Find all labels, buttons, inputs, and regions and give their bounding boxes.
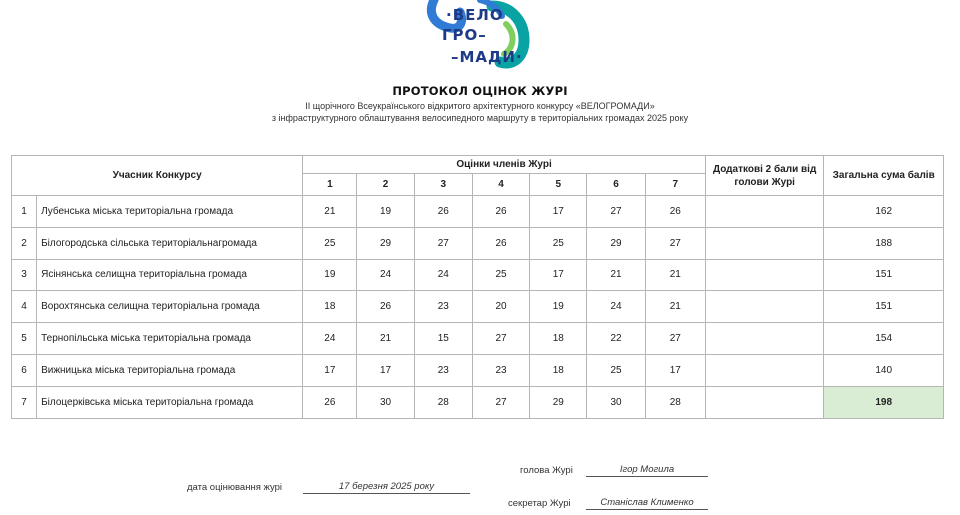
row-number: 3 — [12, 259, 37, 291]
secretary-signature-field: Станіслав Клименко — [586, 496, 708, 510]
member-score: 24 — [414, 259, 472, 291]
member-score: 21 — [303, 196, 357, 228]
member-number-header: 5 — [530, 174, 587, 196]
member-score: 24 — [357, 259, 414, 291]
table-row — [12, 354, 944, 386]
logo-text-line1: ·ВЕЛО — [446, 6, 504, 24]
member-score: 26 — [414, 196, 472, 228]
extra-points — [705, 196, 824, 228]
member-score: 29 — [357, 227, 414, 259]
total-score: 198 — [824, 386, 944, 418]
chair-label: голова Журі — [520, 465, 573, 476]
member-score: 18 — [303, 291, 357, 323]
member-score: 23 — [414, 291, 472, 323]
row-number: 5 — [12, 323, 37, 355]
member-score: 28 — [645, 386, 705, 418]
total-score: 151 — [824, 291, 944, 323]
date-label: дата оцінювання журі — [187, 482, 282, 493]
member-number-header: 3 — [414, 174, 472, 196]
table-row — [12, 291, 944, 323]
member-score: 18 — [530, 323, 587, 355]
member-score: 17 — [303, 354, 357, 386]
row-number: 1 — [12, 196, 37, 228]
member-score: 26 — [472, 227, 529, 259]
document-subtitle-line1: ІІ щорічного Всеукраїнського відкритого архітектурного конкурсу «ВЕЛОГРОМАДИ» — [305, 101, 655, 111]
member-score: 23 — [414, 354, 472, 386]
jury-members-header: Оцінки членів Журі — [303, 156, 706, 174]
member-score: 26 — [472, 196, 529, 228]
logo-text-line3: –МАДИ· — [451, 48, 523, 66]
velohromady-logo — [420, 0, 540, 78]
total-score: 188 — [824, 227, 944, 259]
member-score: 30 — [587, 386, 645, 418]
member-number-header: 6 — [587, 174, 645, 196]
member-score: 28 — [414, 386, 472, 418]
extra-points-header: Додаткові 2 бали від голови Журі — [705, 156, 824, 196]
extra-points — [705, 386, 824, 418]
member-score: 19 — [357, 196, 414, 228]
member-score: 24 — [303, 323, 357, 355]
row-number: 7 — [12, 386, 37, 418]
participant-name: Лубенська міська територіальна громада — [37, 196, 303, 228]
logo-text-line2: ГРО– — [442, 26, 487, 44]
member-score: 19 — [303, 259, 357, 291]
date-field: 17 березня 2025 року — [303, 480, 470, 494]
member-number-header: 1 — [303, 174, 357, 196]
participant-name: Білогородська сільська територіальнагромада — [37, 227, 303, 259]
member-score: 27 — [472, 323, 529, 355]
member-score: 17 — [530, 259, 587, 291]
participant-name: Тернопільська міська територіальна громада — [37, 323, 303, 355]
row-number: 4 — [12, 291, 37, 323]
jury-scores-table — [11, 155, 944, 419]
table-row — [12, 227, 944, 259]
secretary-label: секретар Журі — [508, 498, 571, 509]
table-row — [12, 259, 944, 291]
extra-points — [705, 259, 824, 291]
member-score: 25 — [303, 227, 357, 259]
extra-points — [705, 354, 824, 386]
member-score: 29 — [587, 227, 645, 259]
member-score: 27 — [587, 196, 645, 228]
member-score: 27 — [472, 386, 529, 418]
document-title: ПРОТОКОЛ ОЦІНОК ЖУРІ — [392, 84, 568, 98]
participant-name: Ворохтянська селищна територіальна громада — [37, 291, 303, 323]
total-score: 162 — [824, 196, 944, 228]
participant-column-header: Учасник Конкурсу — [12, 156, 303, 196]
participant-name: Вижницька міська територіальна громада — [37, 354, 303, 386]
total-score-header: Загальна сума балів — [824, 156, 944, 196]
participant-name: Ясінянська селищна територіальна громада — [37, 259, 303, 291]
participant-name: Білоцерківська міська територіальна громада — [37, 386, 303, 418]
member-score: 26 — [303, 386, 357, 418]
member-number-header: 7 — [645, 174, 705, 196]
member-score: 27 — [645, 323, 705, 355]
document-header — [200, 84, 760, 124]
member-score: 27 — [414, 227, 472, 259]
member-score: 24 — [587, 291, 645, 323]
extra-points — [705, 323, 824, 355]
member-score: 26 — [645, 196, 705, 228]
row-number: 2 — [12, 227, 37, 259]
member-score: 27 — [645, 227, 705, 259]
member-score: 21 — [587, 259, 645, 291]
row-number: 6 — [12, 354, 37, 386]
member-score: 26 — [357, 291, 414, 323]
member-score: 21 — [645, 291, 705, 323]
table-row — [12, 323, 944, 355]
total-score: 151 — [824, 259, 944, 291]
member-score: 15 — [414, 323, 472, 355]
member-score: 29 — [530, 386, 587, 418]
member-score: 25 — [587, 354, 645, 386]
table-row — [12, 386, 944, 418]
chair-signature-field: Ігор Могила — [586, 463, 708, 477]
member-score: 25 — [472, 259, 529, 291]
table-row — [12, 196, 944, 228]
total-score: 154 — [824, 323, 944, 355]
member-score: 17 — [645, 354, 705, 386]
member-score: 17 — [530, 196, 587, 228]
member-number-header: 2 — [357, 174, 414, 196]
member-number-header: 4 — [472, 174, 529, 196]
member-score: 25 — [530, 227, 587, 259]
document-subtitle-line2: з інфраструктурного облаштування велосипедного маршруту в територіальних громадах 2025 року — [271, 113, 689, 123]
member-score: 21 — [357, 323, 414, 355]
member-score: 21 — [645, 259, 705, 291]
extra-points — [705, 291, 824, 323]
member-score: 23 — [472, 354, 529, 386]
extra-points — [705, 227, 824, 259]
member-score: 20 — [472, 291, 529, 323]
member-score: 18 — [530, 354, 587, 386]
member-score: 19 — [530, 291, 587, 323]
member-score: 30 — [357, 386, 414, 418]
member-score: 17 — [357, 354, 414, 386]
table-body — [12, 196, 944, 419]
total-score: 140 — [824, 354, 944, 386]
member-score: 22 — [587, 323, 645, 355]
